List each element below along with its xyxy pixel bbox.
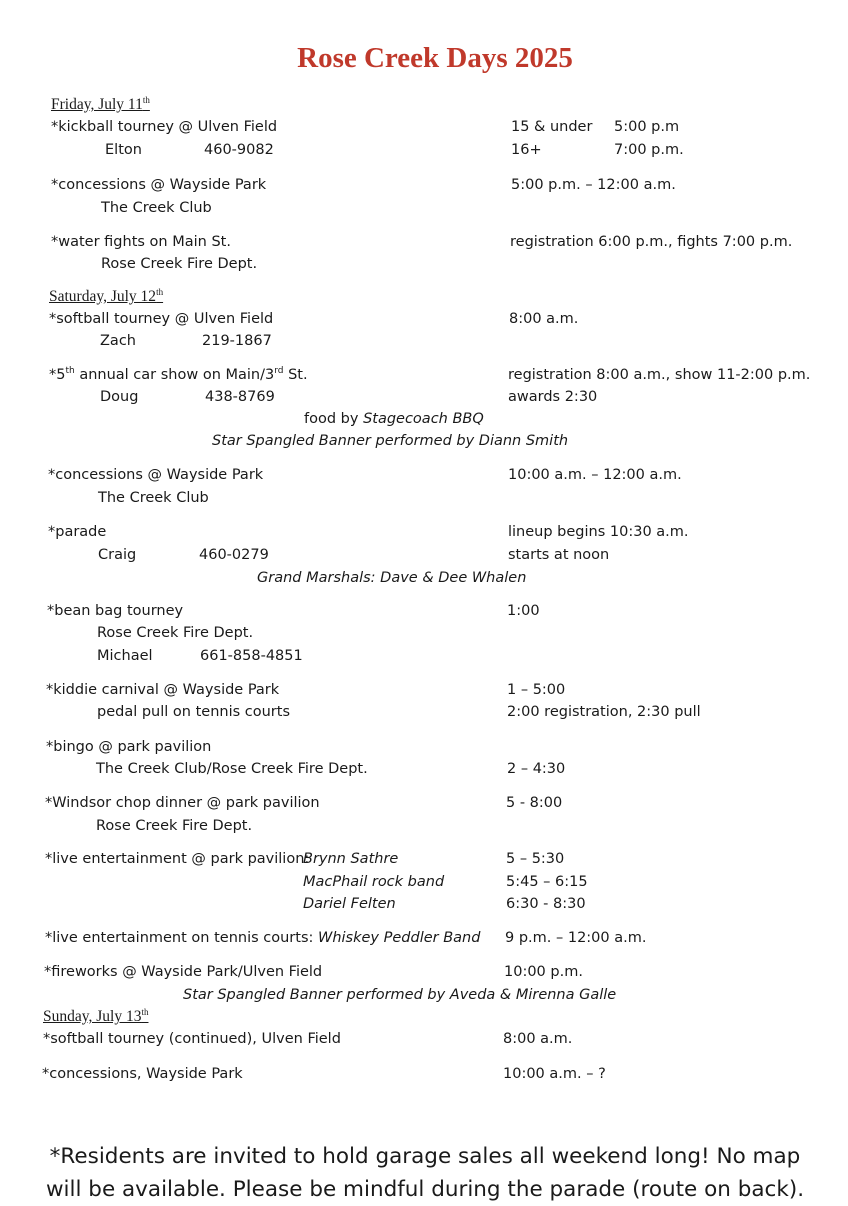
sunday-concessions-time: 10:00 a.m. – ? <box>503 1066 606 1082</box>
saturday-beanbag-host: Rose Creek Fire Dept. <box>97 625 254 641</box>
friday-heading: Friday, July 11th <box>51 94 150 113</box>
friday-concessions-event: *concessions @ Wayside Park <box>51 177 267 193</box>
friday-water-event: *water fights on Main St. <box>51 234 231 250</box>
saturday-carshow-awards: awards 2:30 <box>508 389 598 405</box>
saturday-windsor-host: Rose Creek Fire Dept. <box>96 818 253 834</box>
saturday-fireworks-event: *fireworks @ Wayside Park/Ulven Field <box>44 964 323 980</box>
saturday-carshow-contact-name: Doug <box>100 389 139 405</box>
saturday-live-pavilion-act-3: Dariel Felten <box>303 896 396 912</box>
garage-sale-note-line-1: *Residents are invited to hold garage sales all weekend long! No map <box>49 1144 801 1169</box>
saturday-bingo-event: *bingo @ park pavilion <box>46 739 212 755</box>
sunday-heading: Sunday, July 13th <box>43 1006 149 1025</box>
saturday-windsor-event: *Windsor chop dinner @ park pavilion <box>45 795 320 811</box>
friday-kickball-contact-name: Elton <box>105 142 142 158</box>
friday-kickball-contact-phone: 460-9082 <box>204 142 274 158</box>
saturday-kiddie-sub: pedal pull on tennis courts <box>97 704 290 720</box>
friday-kickball-group2: 16+ <box>511 142 542 158</box>
saturday-beanbag-event: *bean bag tourney <box>47 603 184 619</box>
saturday-concessions-time: 10:00 a.m. – 12:00 a.m. <box>508 467 682 483</box>
saturday-heading: Saturday, July 12th <box>49 286 164 305</box>
saturday-bingo-time: 2 – 4:30 <box>507 761 566 777</box>
page-title: Rose Creek Days 2025 <box>297 42 573 74</box>
saturday-bingo-host: The Creek Club/Rose Creek Fire Dept. <box>96 761 368 777</box>
friday-kickball-time2: 7:00 p.m. <box>614 142 684 158</box>
saturday-carshow-anthem: Star Spangled Banner performed by Diann Smith <box>212 433 569 449</box>
saturday-beanbag-time: 1:00 <box>507 603 540 619</box>
saturday-windsor-time: 5 - 8:00 <box>506 795 563 811</box>
saturday-live-pavilion-time-2: 5:45 – 6:15 <box>506 874 588 890</box>
saturday-carshow-time: registration 8:00 a.m., show 11-2:00 p.m. <box>508 367 811 383</box>
saturday-kiddie-time1: 1 – 5:00 <box>507 682 566 698</box>
saturday-kiddie-event: *kiddie carnival @ Wayside Park <box>46 682 280 698</box>
friday-kickball-event: *kickball tourney @ Ulven Field <box>51 119 278 135</box>
garage-sale-note-line-2: will be available. Please be mindful during the parade (route on back). <box>45 1177 805 1202</box>
saturday-parade-marshals: Grand Marshals: Dave & Dee Whalen <box>257 570 527 586</box>
saturday-live-tennis-event: *live entertainment on tennis courts: Whiskey Peddler Band <box>45 930 481 946</box>
saturday-carshow-contact-phone: 438-8769 <box>205 389 275 405</box>
saturday-softball-contact-name: Zach <box>100 333 136 349</box>
saturday-beanbag-contact-name: Michael <box>97 648 153 664</box>
friday-water-time: registration 6:00 p.m., fights 7:00 p.m. <box>510 234 793 250</box>
saturday-carshow-food: food by Stagecoach BBQ <box>304 411 484 427</box>
saturday-kiddie-time2: 2:00 registration, 2:30 pull <box>507 704 701 720</box>
friday-kickball-time1: 5:00 p.m <box>614 119 680 135</box>
saturday-live-pavilion-time-3: 6:30 - 8:30 <box>506 896 586 912</box>
saturday-live-tennis-time: 9 p.m. – 12:00 a.m. <box>505 930 647 946</box>
saturday-live-pavilion-event: *live entertainment @ park pavilion: <box>45 851 310 867</box>
saturday-parade-contact-name: Craig <box>98 547 137 563</box>
saturday-live-pavilion-act-2: MacPhail rock band <box>303 874 445 890</box>
saturday-fireworks-anthem: Star Spangled Banner performed by Aveda & Mirenna Galle <box>183 987 617 1003</box>
saturday-parade-time2: starts at noon <box>508 547 610 563</box>
saturday-softball-contact-phone: 219-1867 <box>202 333 272 349</box>
garage-sale-note <box>30 1140 820 1206</box>
friday-water-host: Rose Creek Fire Dept. <box>101 256 258 272</box>
saturday-concessions-event: *concessions @ Wayside Park <box>48 467 264 483</box>
saturday-beanbag-contact-phone: 661-858-4851 <box>200 648 303 664</box>
sunday-concessions-event: *concessions, Wayside Park <box>42 1066 243 1082</box>
saturday-parade-contact-phone: 460-0279 <box>199 547 269 563</box>
saturday-carshow-event: *5th annual car show on Main/3rd St. <box>49 366 308 383</box>
saturday-fireworks-time: 10:00 p.m. <box>504 964 583 980</box>
saturday-concessions-host: The Creek Club <box>98 490 209 506</box>
friday-concessions-host: The Creek Club <box>101 200 212 216</box>
sunday-softball-event: *softball tourney (continued), Ulven Field <box>43 1031 341 1047</box>
friday-concessions-time: 5:00 p.m. – 12:00 a.m. <box>511 177 676 193</box>
saturday-live-pavilion-time-1: 5 – 5:30 <box>506 851 565 867</box>
saturday-live-pavilion-act-1: Brynn Sathre <box>303 851 399 867</box>
saturday-parade-event: *parade <box>48 524 107 540</box>
friday-kickball-group1: 15 & under <box>511 119 593 135</box>
saturday-parade-time1: lineup begins 10:30 a.m. <box>508 524 689 540</box>
saturday-softball-time: 8:00 a.m. <box>509 311 579 327</box>
saturday-softball-event: *softball tourney @ Ulven Field <box>49 311 274 327</box>
sunday-softball-time: 8:00 a.m. <box>503 1031 573 1047</box>
